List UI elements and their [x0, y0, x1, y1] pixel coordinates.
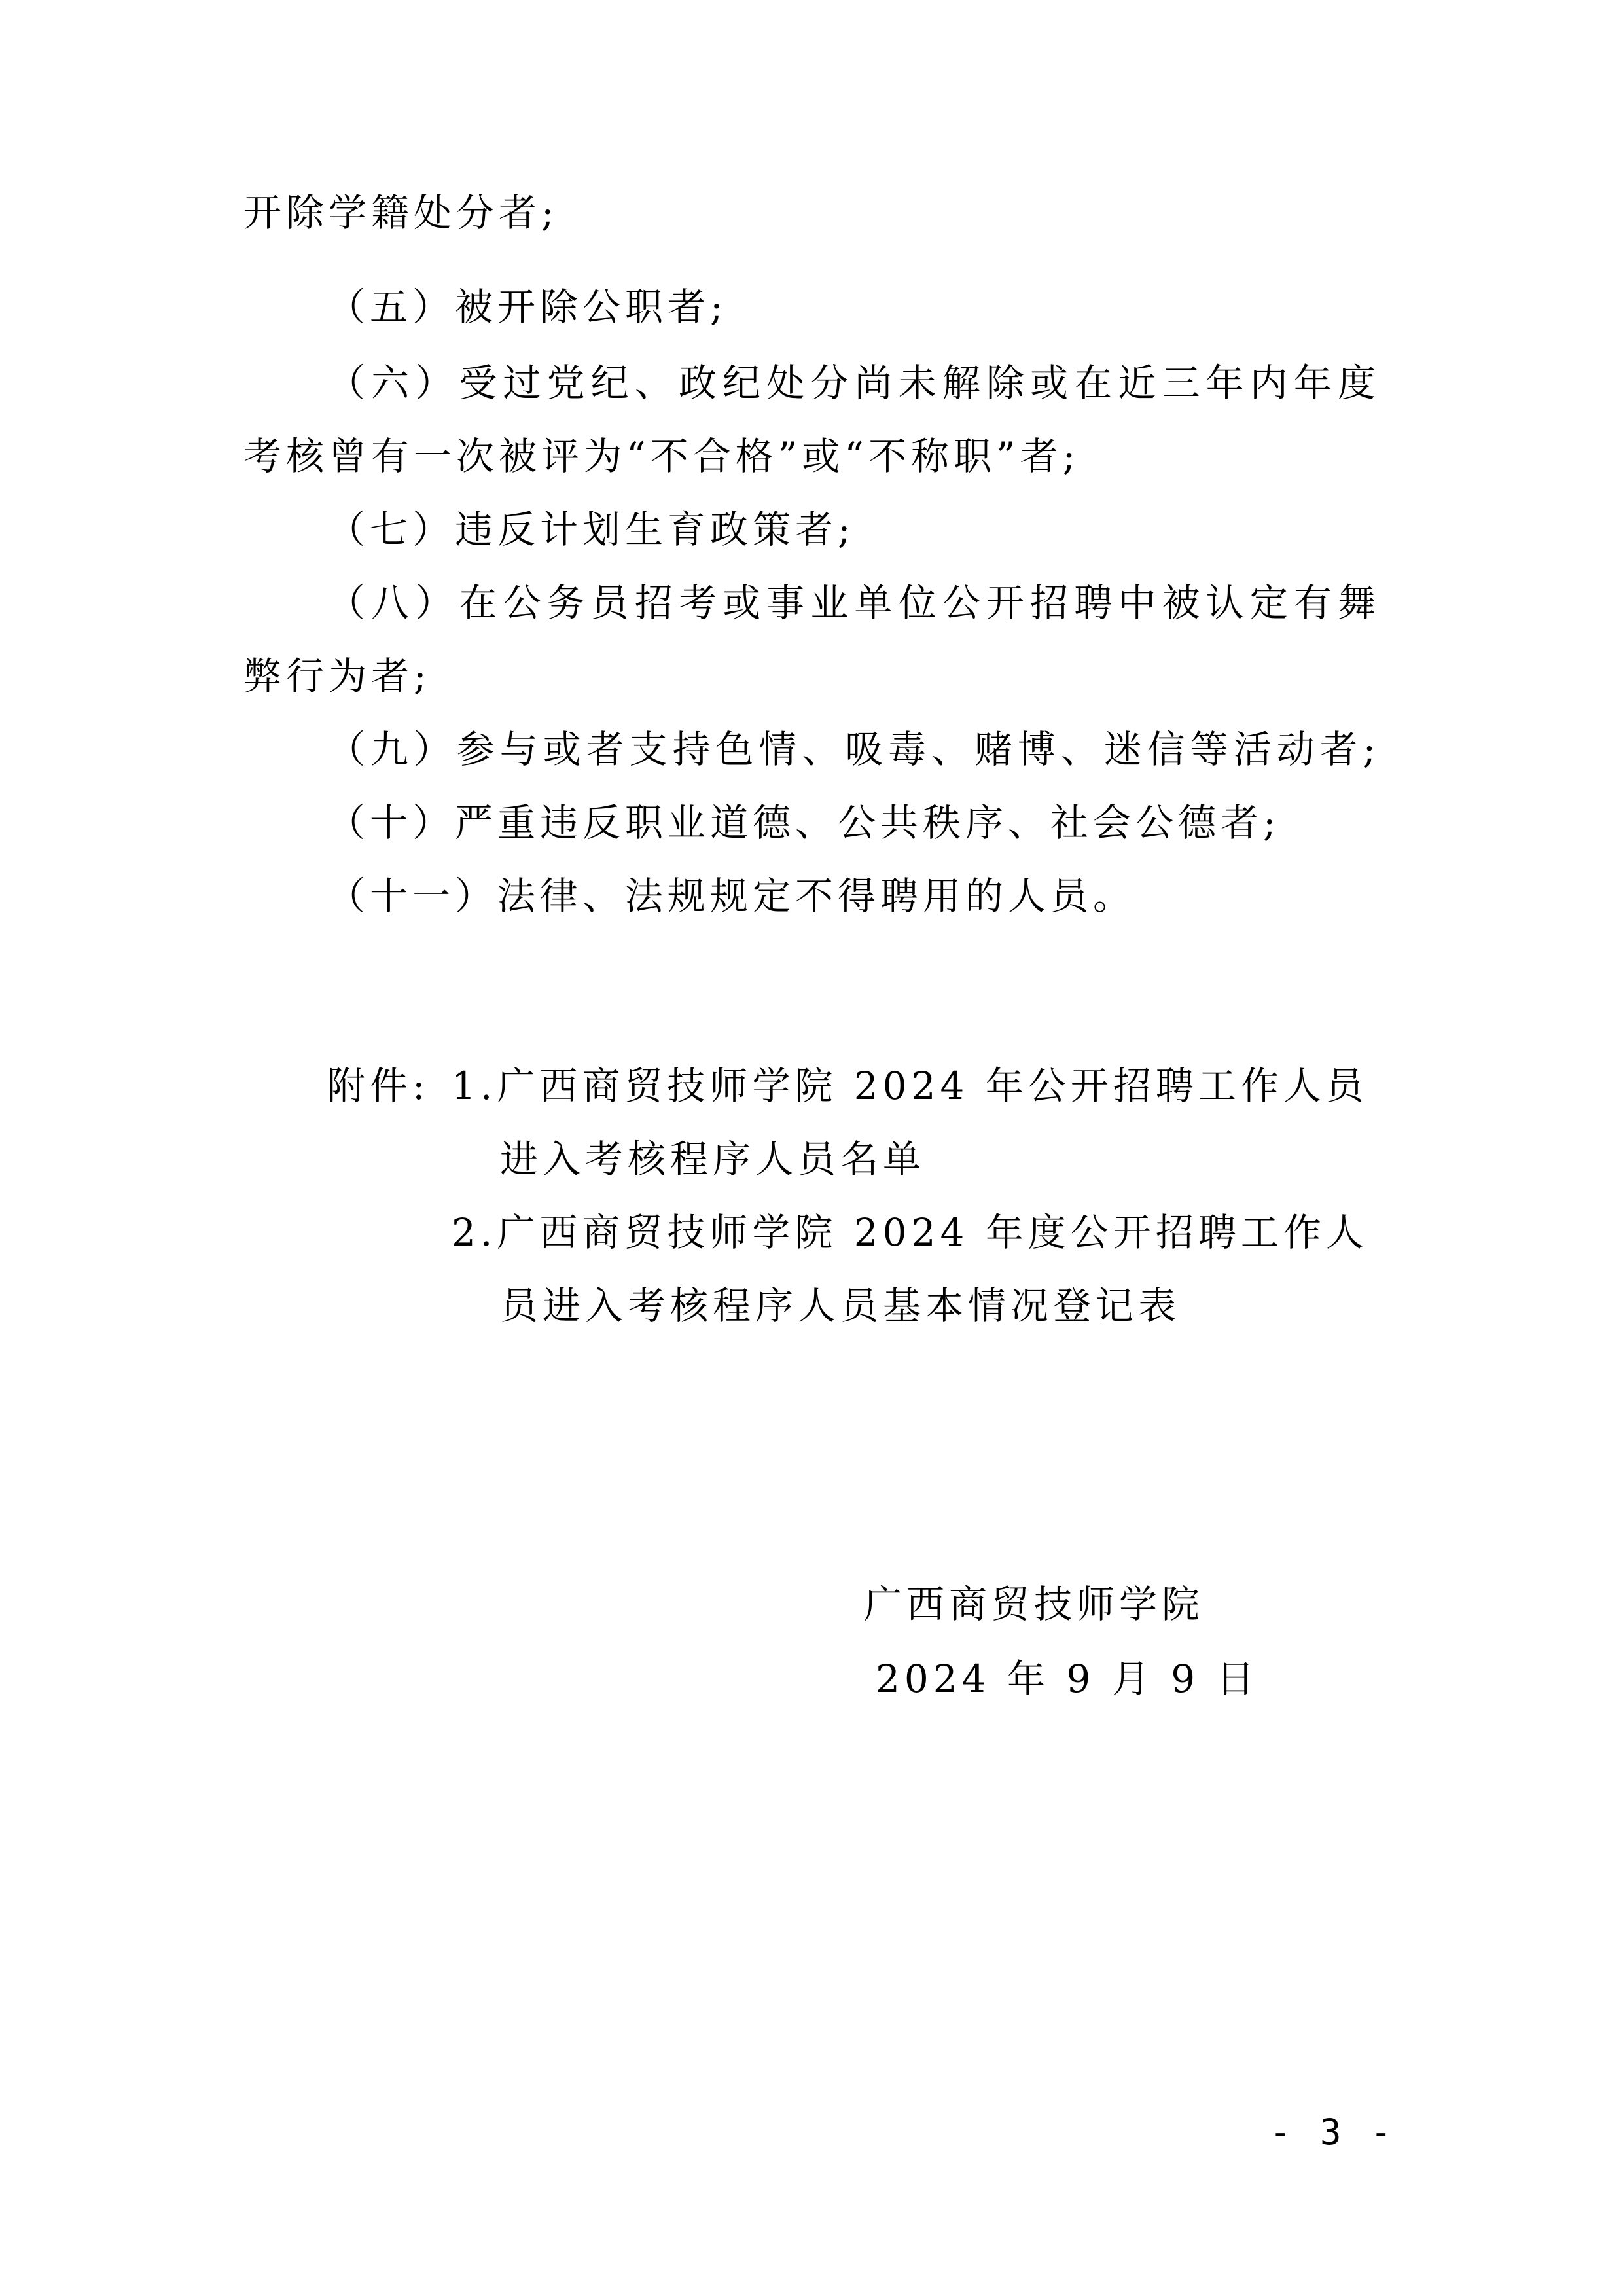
attachment-2-line-2: 员进入考核程序人员基本情况登记表 [500, 1283, 1181, 1328]
item-eight-line-1: （八）在公务员招考或事业单位公开招聘中被认定有舞 [327, 581, 1376, 625]
attachment-2-line-1: 2.广西商贸技师学院 2024 年度公开招聘工作人 [452, 1210, 1368, 1255]
item-six-line-1: （六）受过党纪、政纪处分尚未解除或在近三年内年度 [327, 361, 1376, 405]
item-ten: （十）严重违反职业道德、公共秩序、社会公德者; [327, 800, 1281, 845]
page-number: - 3 - [1270, 2111, 1396, 2153]
item-eleven: （十一）法律、法规规定不得聘用的人员。 [327, 874, 1136, 918]
item-seven: （七）违反计划生育政策者; [327, 507, 855, 552]
attachment-1-line-1: 1.广西商贸技师学院 2024 年公开招聘工作人员 [452, 1064, 1368, 1108]
attachment-1-line-2: 进入考核程序人员名单 [500, 1137, 926, 1181]
signature-organization: 广西商贸技师学院 [864, 1582, 1205, 1626]
item-nine: （九）参与或者支持色情、吸毒、赌博、迷信等活动者; [327, 727, 1376, 772]
item-six-line-2: 考核曾有一次被评为“不合格”或“不称职”者; [243, 434, 1080, 478]
attachments-label: 附件: [327, 1064, 430, 1108]
item-five: （五）被开除公职者; [327, 285, 728, 329]
item-eight-line-2: 弊行为者; [243, 654, 431, 698]
signature-date: 2024 年 9 月 9 日 [876, 1657, 1259, 1701]
paragraph-line-continuation: 开除学籍处分者; [243, 190, 559, 235]
